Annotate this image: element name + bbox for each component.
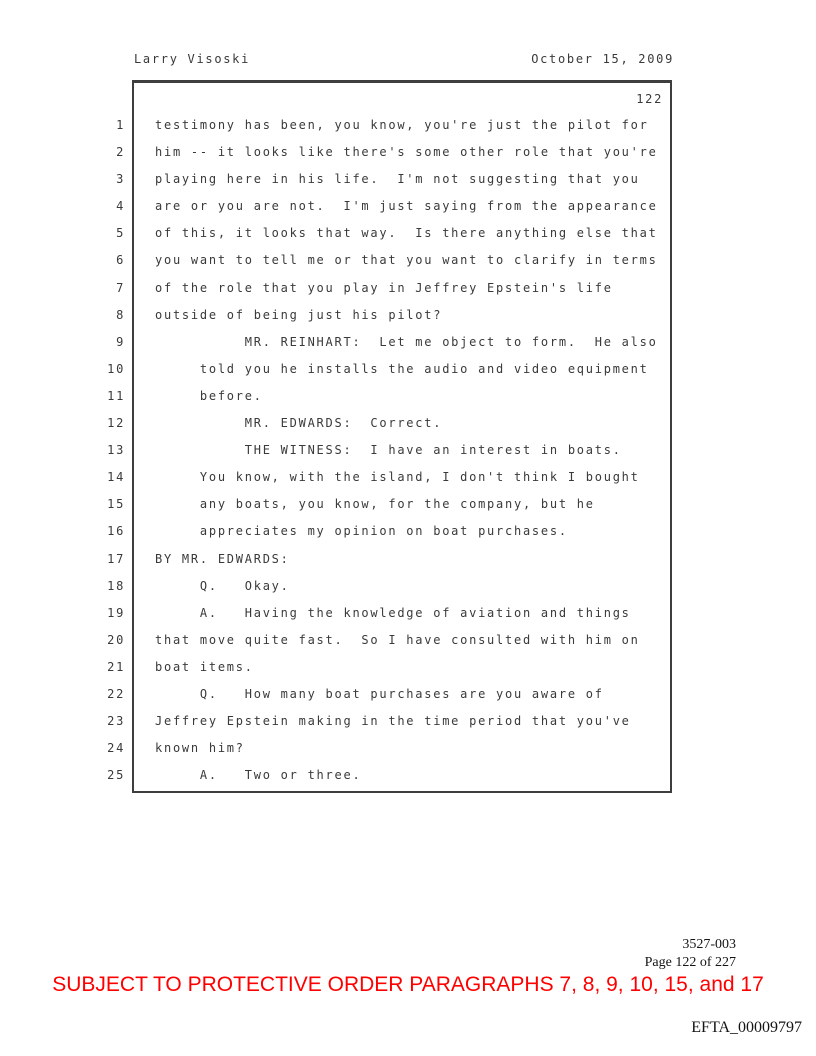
line-number: 2 [116,145,125,160]
line-number: 11 [107,388,125,403]
transcript-line: You know, with the island, I don't think I bought [155,470,640,485]
transcript-page-number: 122 [636,92,663,106]
line-number: 13 [107,443,125,458]
line-number: 16 [107,524,125,539]
footer-reference-block [436,936,736,971]
transcript-line: told you he installs the audio and video equipment [155,361,649,376]
line-number: 5 [116,226,125,241]
line-number: 14 [107,470,125,485]
line-number: 3 [116,172,125,187]
line-number: 1 [116,118,125,132]
transcript-line: appreciates my opinion on boat purchases. [155,524,568,539]
page-x-of-y: Page 122 of 227 [644,954,736,970]
line-number: 18 [107,578,125,593]
transcript-line: known him? [155,741,245,756]
transcript-line: testimony has been, you know, you're just the pilot for [155,118,649,132]
transcript-line: A. Having the knowledge of aviation and things [155,605,631,620]
transcript-line: of the role that you play in Jeffrey Epstein's life [155,280,613,295]
transcript-line: any boats, you know, for the company, but he [155,497,595,512]
transcript-line: BY MR. EDWARDS: [155,551,290,566]
transcript-line: are or you are not. I'm just saying from the appearance [155,199,658,214]
transcript-line: THE WITNESS: I have an interest in boats. [155,443,622,458]
line-number: 21 [107,659,125,674]
line-number: 24 [107,741,125,756]
transcript-line: him -- it looks like there's some other role that you're [155,145,658,160]
line-number: 7 [116,280,125,295]
witness-name: Larry Visoski [134,52,251,66]
transcript-line: you want to tell me or that you want to clarify in terms [155,253,658,268]
bates-number: EFTA_00009797 [691,1019,802,1036]
line-number: 12 [107,416,125,431]
transcript-line: of this, it looks that way. Is there anything else that [155,226,658,241]
transcript-line: before. [155,388,263,403]
line-number: 22 [107,686,125,701]
reference-number: 3527-003 [682,937,736,952]
line-number: 23 [107,714,125,729]
transcript-line: MR. REINHART: Let me object to form. He also [155,334,658,349]
transcript-line: MR. EDWARDS: Correct. [155,416,443,431]
line-number: 17 [107,551,125,566]
line-number: 25 [107,768,125,783]
line-number-column [0,118,125,795]
line-number: 6 [116,253,125,268]
transcript-line: outside of being just his pilot? [155,307,443,322]
transcript-line: boat items. [155,659,254,674]
transcript-text-column [155,118,795,795]
line-number: 10 [107,361,125,376]
deposition-date: October 15, 2009 [531,52,674,66]
transcript-line: Q. Okay. [155,578,290,593]
line-number: 20 [107,632,125,647]
transcript-line: Jeffrey Epstein making in the time period that you've [155,714,631,729]
page-header [134,52,674,66]
transcript-line: playing here in his life. I'm not suggesting that you [155,172,640,187]
line-number: 4 [116,199,125,214]
line-number: 15 [107,497,125,512]
transcript-line: that move quite fast. So I have consulted with him on [155,632,640,647]
line-number: 9 [116,334,125,349]
line-number: 8 [116,307,125,322]
line-number: 19 [107,605,125,620]
protective-order-stamp: SUBJECT TO PROTECTIVE ORDER PARAGRAPHS 7, 8, 9, 10, 15, and 17 [52,973,764,996]
transcript-line: A. Two or three. [155,768,362,783]
transcript-line: Q. How many boat purchases are you aware of [155,686,604,701]
